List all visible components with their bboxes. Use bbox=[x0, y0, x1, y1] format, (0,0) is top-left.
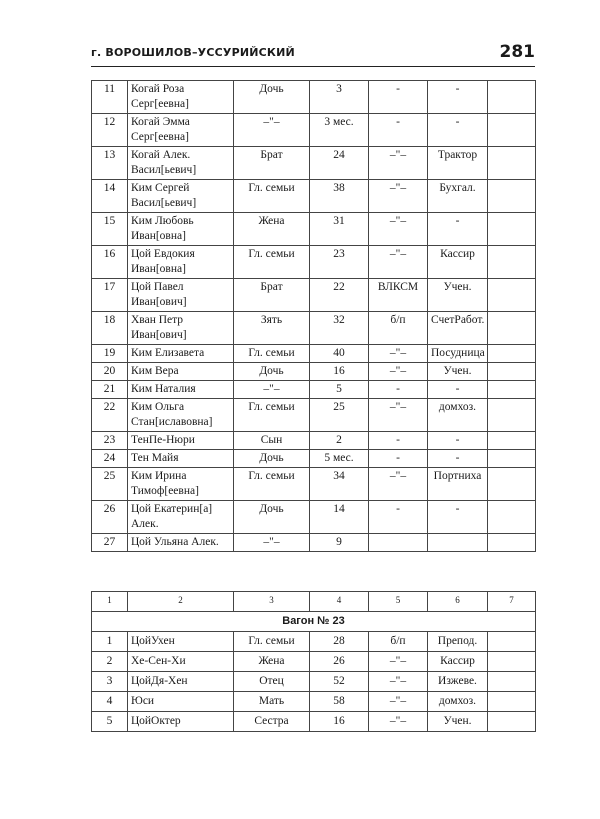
row-number-cell: 17 bbox=[92, 279, 128, 312]
column-number: 2 bbox=[128, 592, 234, 612]
age-cell: 28 bbox=[310, 632, 369, 652]
note-cell bbox=[488, 345, 536, 363]
column-number: 7 bbox=[488, 592, 536, 612]
family-relation-cell: Гл. семьи bbox=[234, 632, 310, 652]
age-cell: 52 bbox=[310, 672, 369, 692]
note-cell bbox=[488, 147, 536, 180]
note-cell bbox=[488, 432, 536, 450]
occupation-cell: - bbox=[428, 450, 488, 468]
note-cell bbox=[488, 213, 536, 246]
row-number-cell: 27 bbox=[92, 534, 128, 552]
occupation-cell: Учен. bbox=[428, 712, 488, 732]
party-status-cell: –"– bbox=[369, 363, 428, 381]
age-cell: 5 bbox=[310, 381, 369, 399]
occupation-cell: Изжеве. bbox=[428, 672, 488, 692]
party-status-cell: - bbox=[369, 432, 428, 450]
person-name-cell: Когай Алек. Васил[ьевич] bbox=[128, 147, 234, 180]
table-1-body bbox=[92, 81, 536, 552]
header-rule bbox=[91, 66, 535, 67]
age-cell: 40 bbox=[310, 345, 369, 363]
occupation-cell: Кассир bbox=[428, 246, 488, 279]
note-cell bbox=[488, 114, 536, 147]
age-cell: 34 bbox=[310, 468, 369, 501]
person-name-cell: Ким Ольга Стан[иславовна] bbox=[128, 399, 234, 432]
table-row bbox=[92, 312, 536, 345]
occupation-cell: Учен. bbox=[428, 363, 488, 381]
age-cell: 2 bbox=[310, 432, 369, 450]
age-cell: 22 bbox=[310, 279, 369, 312]
table-row bbox=[92, 632, 536, 652]
age-cell: 38 bbox=[310, 180, 369, 213]
party-status-cell: б/п bbox=[369, 632, 428, 652]
age-cell: 16 bbox=[310, 712, 369, 732]
occupation-cell: - bbox=[428, 501, 488, 534]
row-number-cell: 12 bbox=[92, 114, 128, 147]
age-cell: 58 bbox=[310, 692, 369, 712]
party-status-cell: б/п bbox=[369, 312, 428, 345]
note-cell bbox=[488, 672, 536, 692]
table-row bbox=[92, 246, 536, 279]
table-2-body bbox=[92, 592, 536, 732]
occupation-cell: - bbox=[428, 81, 488, 114]
occupation-cell: Бухгал. bbox=[428, 180, 488, 213]
table-row bbox=[92, 81, 536, 114]
family-relation-cell: Сын bbox=[234, 432, 310, 450]
page-number: 281 bbox=[499, 42, 535, 62]
note-cell bbox=[488, 450, 536, 468]
occupation-cell: домхоз. bbox=[428, 692, 488, 712]
person-name-cell: ТенПе-Нюри bbox=[128, 432, 234, 450]
row-number-cell: 18 bbox=[92, 312, 128, 345]
table-row bbox=[92, 468, 536, 501]
table-row bbox=[92, 213, 536, 246]
family-relation-cell: Гл. семьи bbox=[234, 468, 310, 501]
deportation-list-table-2 bbox=[91, 591, 536, 732]
note-cell bbox=[488, 180, 536, 213]
table-row bbox=[92, 114, 536, 147]
row-number-cell: 14 bbox=[92, 180, 128, 213]
running-title: г. ВОРОШИЛОВ–УССУРИЙСКИЙ bbox=[91, 46, 295, 59]
occupation-cell: Портниха bbox=[428, 468, 488, 501]
table-row bbox=[92, 712, 536, 732]
party-status-cell: - bbox=[369, 381, 428, 399]
age-cell: 3 bbox=[310, 81, 369, 114]
party-status-cell: - bbox=[369, 81, 428, 114]
table-row bbox=[92, 672, 536, 692]
wagon-row bbox=[92, 612, 536, 632]
family-relation-cell: Брат bbox=[234, 279, 310, 312]
row-number-cell: 4 bbox=[92, 692, 128, 712]
note-cell bbox=[488, 501, 536, 534]
party-status-cell: –"– bbox=[369, 147, 428, 180]
table-row bbox=[92, 399, 536, 432]
column-number-row bbox=[92, 592, 536, 612]
person-name-cell: Ким Наталия bbox=[128, 381, 234, 399]
person-name-cell: Цой Екатерин[а] Алек. bbox=[128, 501, 234, 534]
table-row bbox=[92, 279, 536, 312]
party-status-cell: –"– bbox=[369, 246, 428, 279]
family-relation-cell: Дочь bbox=[234, 363, 310, 381]
table-row bbox=[92, 692, 536, 712]
note-cell bbox=[488, 692, 536, 712]
row-number-cell: 15 bbox=[92, 213, 128, 246]
party-status-cell: –"– bbox=[369, 345, 428, 363]
deportation-list-table-1 bbox=[91, 80, 536, 552]
family-relation-cell: Дочь bbox=[234, 450, 310, 468]
note-cell bbox=[488, 363, 536, 381]
occupation-cell: Трактор bbox=[428, 147, 488, 180]
family-relation-cell: Отец bbox=[234, 672, 310, 692]
occupation-cell: Препод. bbox=[428, 632, 488, 652]
age-cell: 32 bbox=[310, 312, 369, 345]
person-name-cell: Цой Ульяна Алек. bbox=[128, 534, 234, 552]
occupation-cell: - bbox=[428, 381, 488, 399]
age-cell: 5 мес. bbox=[310, 450, 369, 468]
note-cell bbox=[488, 712, 536, 732]
row-number-cell: 22 bbox=[92, 399, 128, 432]
family-relation-cell: Жена bbox=[234, 213, 310, 246]
table-row bbox=[92, 381, 536, 399]
party-status-cell: –"– bbox=[369, 672, 428, 692]
person-name-cell: Ким Ирина Тимоф[еевна] bbox=[128, 468, 234, 501]
family-relation-cell: Гл. семьи bbox=[234, 246, 310, 279]
party-status-cell: –"– bbox=[369, 712, 428, 732]
occupation-cell: СчетРабот. bbox=[428, 312, 488, 345]
table-row bbox=[92, 432, 536, 450]
row-number-cell: 2 bbox=[92, 652, 128, 672]
row-number-cell: 19 bbox=[92, 345, 128, 363]
row-number-cell: 25 bbox=[92, 468, 128, 501]
note-cell bbox=[488, 652, 536, 672]
family-relation-cell: –"– bbox=[234, 381, 310, 399]
table-row bbox=[92, 180, 536, 213]
occupation-cell: домхоз. bbox=[428, 399, 488, 432]
party-status-cell: –"– bbox=[369, 692, 428, 712]
column-number: 4 bbox=[310, 592, 369, 612]
row-number-cell: 5 bbox=[92, 712, 128, 732]
table-row bbox=[92, 652, 536, 672]
person-name-cell: Цой Павел Иван[ович] bbox=[128, 279, 234, 312]
age-cell: 3 мес. bbox=[310, 114, 369, 147]
column-number: 3 bbox=[234, 592, 310, 612]
person-name-cell: ЦойОктер bbox=[128, 712, 234, 732]
age-cell: 16 bbox=[310, 363, 369, 381]
party-status-cell: - bbox=[369, 501, 428, 534]
table-row bbox=[92, 363, 536, 381]
row-number-cell: 21 bbox=[92, 381, 128, 399]
family-relation-cell: Дочь bbox=[234, 501, 310, 534]
note-cell bbox=[488, 246, 536, 279]
age-cell: 14 bbox=[310, 501, 369, 534]
family-relation-cell: Гл. семьи bbox=[234, 345, 310, 363]
table-row bbox=[92, 534, 536, 552]
person-name-cell: Хван Петр Иван[ович] bbox=[128, 312, 234, 345]
family-relation-cell: Гл. семьи bbox=[234, 399, 310, 432]
family-relation-cell: –"– bbox=[234, 534, 310, 552]
person-name-cell: Ким Вера bbox=[128, 363, 234, 381]
family-relation-cell: Брат bbox=[234, 147, 310, 180]
person-name-cell: Когай Эмма Серг[еевна] bbox=[128, 114, 234, 147]
row-number-cell: 3 bbox=[92, 672, 128, 692]
person-name-cell: Ким Елизавета bbox=[128, 345, 234, 363]
party-status-cell: –"– bbox=[369, 468, 428, 501]
family-relation-cell: Жена bbox=[234, 652, 310, 672]
party-status-cell: –"– bbox=[369, 652, 428, 672]
row-number-cell: 1 bbox=[92, 632, 128, 652]
note-cell bbox=[488, 279, 536, 312]
person-name-cell: Юси bbox=[128, 692, 234, 712]
age-cell: 24 bbox=[310, 147, 369, 180]
wagon-label: Вагон № 23 bbox=[92, 612, 536, 632]
row-number-cell: 26 bbox=[92, 501, 128, 534]
occupation-cell: - bbox=[428, 213, 488, 246]
column-number: 1 bbox=[92, 592, 128, 612]
occupation-cell bbox=[428, 534, 488, 552]
occupation-cell: Кассир bbox=[428, 652, 488, 672]
column-number: 5 bbox=[369, 592, 428, 612]
family-relation-cell: Гл. семьи bbox=[234, 180, 310, 213]
age-cell: 25 bbox=[310, 399, 369, 432]
row-number-cell: 13 bbox=[92, 147, 128, 180]
person-name-cell: Тен Майя bbox=[128, 450, 234, 468]
note-cell bbox=[488, 632, 536, 652]
family-relation-cell: Сестра bbox=[234, 712, 310, 732]
note-cell bbox=[488, 381, 536, 399]
occupation-cell: Учен. bbox=[428, 279, 488, 312]
occupation-cell: - bbox=[428, 114, 488, 147]
family-relation-cell: –"– bbox=[234, 114, 310, 147]
party-status-cell bbox=[369, 534, 428, 552]
person-name-cell: Когай Роза Серг[еевна] bbox=[128, 81, 234, 114]
column-number: 6 bbox=[428, 592, 488, 612]
occupation-cell: Посудница bbox=[428, 345, 488, 363]
note-cell bbox=[488, 468, 536, 501]
note-cell bbox=[488, 534, 536, 552]
party-status-cell: –"– bbox=[369, 399, 428, 432]
person-name-cell: Хе-Сен-Хи bbox=[128, 652, 234, 672]
party-status-cell: ВЛКСМ bbox=[369, 279, 428, 312]
row-number-cell: 23 bbox=[92, 432, 128, 450]
table-row bbox=[92, 501, 536, 534]
row-number-cell: 11 bbox=[92, 81, 128, 114]
family-relation-cell: Дочь bbox=[234, 81, 310, 114]
row-number-cell: 20 bbox=[92, 363, 128, 381]
person-name-cell: Цой Евдокия Иван[овна] bbox=[128, 246, 234, 279]
note-cell bbox=[488, 81, 536, 114]
age-cell: 9 bbox=[310, 534, 369, 552]
age-cell: 31 bbox=[310, 213, 369, 246]
table-row bbox=[92, 147, 536, 180]
table-row bbox=[92, 450, 536, 468]
person-name-cell: ЦойДя-Хен bbox=[128, 672, 234, 692]
age-cell: 26 bbox=[310, 652, 369, 672]
party-status-cell: - bbox=[369, 114, 428, 147]
person-name-cell: ЦойУхен bbox=[128, 632, 234, 652]
family-relation-cell: Зять bbox=[234, 312, 310, 345]
person-name-cell: Ким Любовь Иван[овна] bbox=[128, 213, 234, 246]
note-cell bbox=[488, 399, 536, 432]
age-cell: 23 bbox=[310, 246, 369, 279]
party-status-cell: –"– bbox=[369, 180, 428, 213]
party-status-cell: –"– bbox=[369, 213, 428, 246]
table-row bbox=[92, 345, 536, 363]
family-relation-cell: Мать bbox=[234, 692, 310, 712]
row-number-cell: 24 bbox=[92, 450, 128, 468]
person-name-cell: Ким Сергей Васил[ьевич] bbox=[128, 180, 234, 213]
row-number-cell: 16 bbox=[92, 246, 128, 279]
party-status-cell: - bbox=[369, 450, 428, 468]
note-cell bbox=[488, 312, 536, 345]
page-header bbox=[91, 42, 535, 68]
occupation-cell: - bbox=[428, 432, 488, 450]
